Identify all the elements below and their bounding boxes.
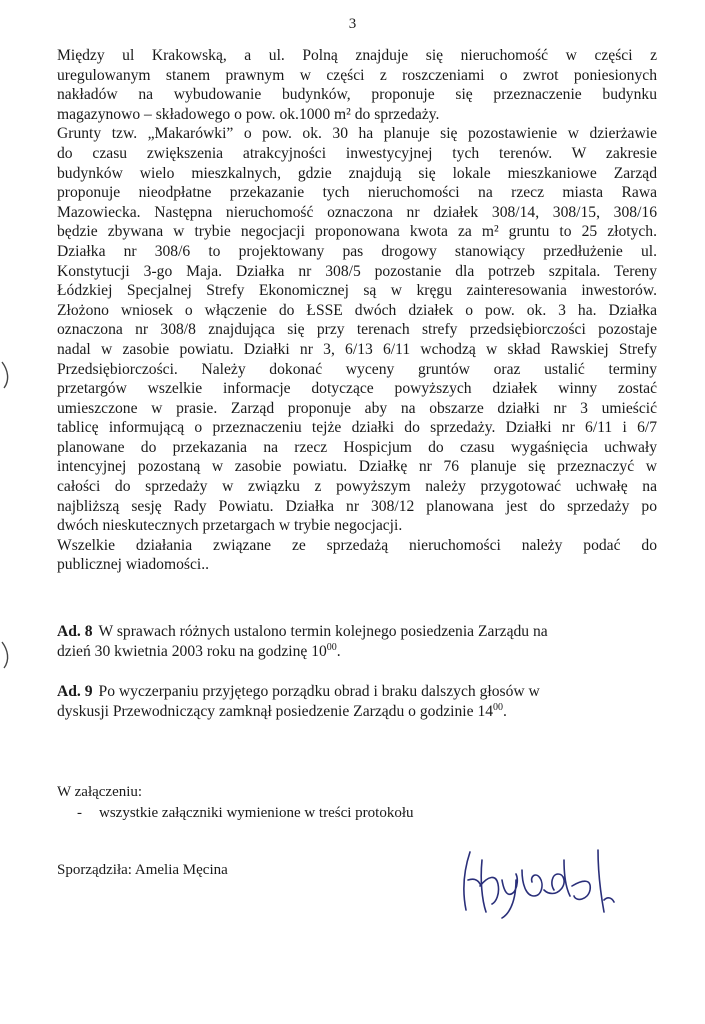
- paragraph-line: Między ul Krakowską, a ul. Polną znajduje się nieruchomość w części z: [57, 47, 657, 64]
- ad-8-line-2: dzień 30 kwietnia 2003 roku na godzinę 10: [57, 643, 327, 660]
- paragraph-line: uregulowanym stanem prawnym w części z roszczeniami o zwrot poniesionych: [57, 66, 657, 84]
- ad-8-label: Ad. 8: [57, 623, 93, 640]
- paragraph-line: Złożono wniosek o włączenie do ŁSSE dwóch działek o pow. ok. 3 ha. Działka: [57, 301, 657, 319]
- paragraph-line: dwóch nieskutecznych przetargach w trybie negocjacji.: [57, 517, 403, 535]
- paragraph-line: Grunty tzw. „Makarówki” o pow. ok. 30 ha planuje się pozostawienie w dzierżawie: [57, 125, 657, 143]
- paragraph-line: magazynowo – składowego o pow. ok.1000 m² do sprzedaży.: [57, 105, 440, 123]
- paragraph-line: planowane do przekazania na rzecz Hospicjum do czasu wygaśnięcia uchwały: [57, 438, 657, 456]
- ad-9-line-end: .: [503, 703, 507, 720]
- prepared-by: Sporządziła: Amelia Męcina: [57, 862, 228, 878]
- paragraph-line: przetargów wszelkie informacje dotyczące powyższych działek winny zostać: [57, 380, 657, 398]
- paragraph-line: publicznej wiadomości..: [57, 556, 210, 574]
- ad-8-line-end: .: [336, 643, 341, 660]
- paragraph-line: Wszelkie działania związane ze sprzedażą nieruchomości należy podać do: [57, 536, 657, 554]
- handwritten-signature: [452, 840, 622, 920]
- paragraph-line: do czasu zwiększenia atrakcyjności inwestycyjnej tych terenów. W zakresie: [57, 144, 657, 162]
- paragraph-line: nakładów na wybudowanie budynków, proponuje się przeznaczenie budynku: [57, 86, 657, 104]
- paragraph-line: budynków wielo mieszkalnych, gdzie znajdują się lokale mieszkaniowe Zarząd: [57, 164, 657, 182]
- ad-9-label: Ad. 9: [57, 683, 93, 700]
- paragraph-line: Konstytucji 3-go Maja. Działka nr 308/5 pozostanie dla potrzeb szpitala. Tereny: [57, 262, 657, 280]
- ad-9-line-1: Po wyczerpaniu przyjętego porządku obrad i braku dalszych głosów w: [98, 683, 540, 700]
- paragraph-line: oznaczona nr 308/8 znajdująca się przy terenach strefy przedsiębiorczości pozostaje: [57, 321, 657, 339]
- page-number: 3: [348, 16, 357, 32]
- paragraph-line: Przedsiębiorczości. Należy dokonać wyceny gruntów oraz ustalić terminy: [57, 360, 657, 378]
- margin-mark: [0, 360, 14, 390]
- attachment-item: [57, 803, 414, 824]
- paragraph-line: intencyjnej pozostaną w zasobie powiatu. Działkę nr 76 planuje się przeznaczyć w: [57, 458, 657, 476]
- document-body: [57, 46, 657, 575]
- paragraph-line: Mazowiecka. Następna nieruchomość oznaczona nr działek 308/14, 308/15, 308/16: [57, 203, 657, 221]
- paragraph-line: tablicę informującą o przeznaczeniu tejże działki do sprzedaży. Działki nr 6/11 i 6/7: [57, 419, 657, 437]
- ad-8-item: [57, 622, 657, 662]
- paragraph-line: Działka nr 308/6 to projektowany pas drogowy stanowiący przedłużenie ul.: [57, 242, 657, 260]
- paragraph-line: proponuje nieodpłatne przekazanie tych nieruchomości na rzecz miasta Rawa: [57, 184, 657, 202]
- ad-9-item: [57, 682, 657, 722]
- paragraph-line: najbliższą sesję Rady Powiatu. Działka nr 308/12 planowana jest do sprzedaży po: [57, 497, 657, 515]
- ad-9-line-2: dyskusji Przewodniczący zamknął posiedzenie Zarządu o godzinie 14: [57, 703, 494, 720]
- attachments-section: [57, 782, 414, 824]
- margin-mark: [0, 640, 14, 670]
- paragraph-line: nadal w zasobie powiatu. Działki nr 3, 6/13 6/11 wchodzą w skład Rawskiej Strefy: [57, 340, 657, 358]
- paragraph-line: umieszczone w prasie. Zarząd proponuje aby na obszarze działki nr 3 umieścić: [57, 399, 657, 417]
- ad-9-superscript: 00: [493, 702, 504, 713]
- ad-8-line-1: W sprawach różnych ustalono termin kolejnego posiedzenia Zarządu na: [98, 623, 548, 640]
- attachments-heading: W załączeniu:: [57, 784, 143, 800]
- attachment-item-text: wszystkie załączniki wymienione w treści protokołu: [99, 805, 414, 821]
- paragraph-line: Łódzkiej Specjalnej Strefy Ekonomicznej są w kręgu zainteresowania inwestorów.: [57, 282, 657, 300]
- list-dash: -: [77, 805, 82, 821]
- paragraph-line: będzie zbywana w trybie negocjacji proponowana kwota za m² gruntu to 25 złotych.: [57, 223, 657, 241]
- paragraph-line: całości do sprzedaży w związku z powyższym należy przygotować uchwałę na: [57, 478, 657, 496]
- ad-8-superscript: 00: [326, 642, 337, 653]
